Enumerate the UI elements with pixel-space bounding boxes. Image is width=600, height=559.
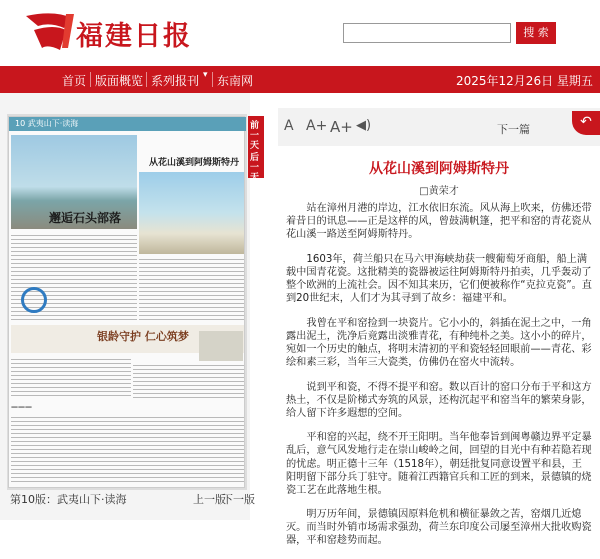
page-label: 第10版：武夷山下·读海 xyxy=(10,493,127,506)
photo-caption[interactable]: 邂逅石头部落 xyxy=(49,211,122,225)
building-photo[interactable] xyxy=(199,331,243,361)
nav-series[interactable]: 系列报刊 xyxy=(151,74,200,88)
tab-char[interactable]: 前 xyxy=(250,121,260,131)
text-block xyxy=(139,257,244,321)
main-nav xyxy=(0,66,600,93)
anniversary-emblem xyxy=(21,287,47,313)
tab-char[interactable]: 天 xyxy=(250,141,260,151)
reader-toolbar xyxy=(278,114,600,138)
text-block xyxy=(133,363,244,399)
beach-photo[interactable] xyxy=(139,172,244,254)
newspaper-page-thumbnail[interactable] xyxy=(8,116,245,488)
search-button[interactable]: 搜 索 xyxy=(516,22,556,44)
nav-divider xyxy=(212,72,213,87)
font-larger-icon[interactable]: A+ xyxy=(306,118,328,134)
article-paragraph: 站在漳州月港的岸边，江水依旧东流。风从海上吹来，仿佛还带着昔日的讯息——正是这样的风，曾鼓满帆篷，把平和窑的青花瓷从花山溪一路送至阿姆斯特丹。 xyxy=(286,203,592,241)
article-author: □黄荣才 xyxy=(419,186,459,197)
logo-title: 福建日报 xyxy=(76,21,192,52)
text-block xyxy=(11,357,131,399)
nav-divider xyxy=(146,72,147,87)
article-title: 从花山溪到阿姆斯特丹 xyxy=(369,161,509,177)
tab-char[interactable]: 一 xyxy=(250,131,260,141)
section-tag: 10 武夷山下·读海 xyxy=(15,119,79,128)
current-date: 2025年12月26日 星期五 xyxy=(456,74,593,88)
speaker-icon[interactable]: ◀) xyxy=(356,118,372,133)
article-body xyxy=(286,202,592,559)
nav-layout-overview[interactable]: 版面概览 xyxy=(95,74,144,88)
next-page-link[interactable]: 下一版 xyxy=(222,493,255,506)
article-paragraph: 平和窑的兴起，绕不开王阳明。当年他奉旨到闽粤赣边界平定暴乱后，意气风发地行走在崇山峻岭之间，回望的目光中有种若隐若现的忧虑。明正德十三年（1518年），朝廷批复同意设置平和县，王阳明留下部分兵丁驻守。随着江西籍官兵和工匠的到来，景德镇的烧瓷工艺在此落地生根。 xyxy=(286,432,592,496)
preview-headline[interactable]: 从花山溪到阿姆斯特丹 xyxy=(149,158,240,168)
font-largest-icon[interactable]: A+ xyxy=(330,118,353,136)
chevron-down-icon[interactable]: ▾ xyxy=(203,70,208,80)
nav-divider xyxy=(90,72,91,87)
article-paragraph: 明万历年间，景德镇因原料危机和横征暴敛之苦，窑烟几近熄灭。而当时外销市场需求强劲，荷兰东印度公司屡至漳州大批收购瓷器，平和窑趁势而起。 xyxy=(286,509,592,547)
article-paragraph: 说到平和瓷，不得不提平和窑。数以百计的窑口分布于平和这方热土，不仅是阶梯式夯筑的风景，还构沉起平和窑当年的繁荣身影，给人留下许多遐想的空间。 xyxy=(286,381,592,419)
article-content xyxy=(278,146,600,547)
text-block xyxy=(11,415,244,485)
site-header xyxy=(0,0,600,66)
nav-southeast-net[interactable]: 东南网 xyxy=(217,74,254,88)
nav-home[interactable]: 首页 xyxy=(62,74,87,88)
subheadline: ——— xyxy=(11,403,32,411)
tab-char[interactable]: 一 xyxy=(250,163,260,173)
tab-char[interactable]: 后 xyxy=(250,153,260,163)
banner-title[interactable]: 银龄守护 仁心筑梦 xyxy=(97,330,189,343)
article-paragraph: 我曾在平和窑捡到一块瓷片。它小小的，斜插在泥土之中，一角露出泥土，洗净后竟露出淡雅青花，有种纯朴之美。这小小的碎片，宛如一个历史的触点，将明末清初的平和瓷轻轻回眼前——青花、彩绘和素三彩，当年三大瓷类，仿佛仍在窑火中流转。 xyxy=(286,317,592,368)
next-article-link[interactable]: 下一篇 xyxy=(497,123,530,136)
search-input[interactable] xyxy=(343,23,511,43)
font-default-icon[interactable]: A xyxy=(284,118,294,134)
undo-icon[interactable]: ↶ xyxy=(572,111,600,135)
prev-page-link[interactable]: 上一版 xyxy=(193,493,226,506)
tab-char[interactable]: 天 xyxy=(250,173,260,183)
article-paragraph: 1603年，荷兰船只在马六甲海峡劫获一艘葡萄牙商船，船上满载中国青花瓷。这批精美的瓷器被运往阿姆斯特丹拍卖，几乎轰动了整个欧洲的上流社会。因不知其来历，它们便被称作“克拉克瓷”。直到20世纪末，人们才为其寻到了故乡：福建平和。 xyxy=(286,253,592,305)
